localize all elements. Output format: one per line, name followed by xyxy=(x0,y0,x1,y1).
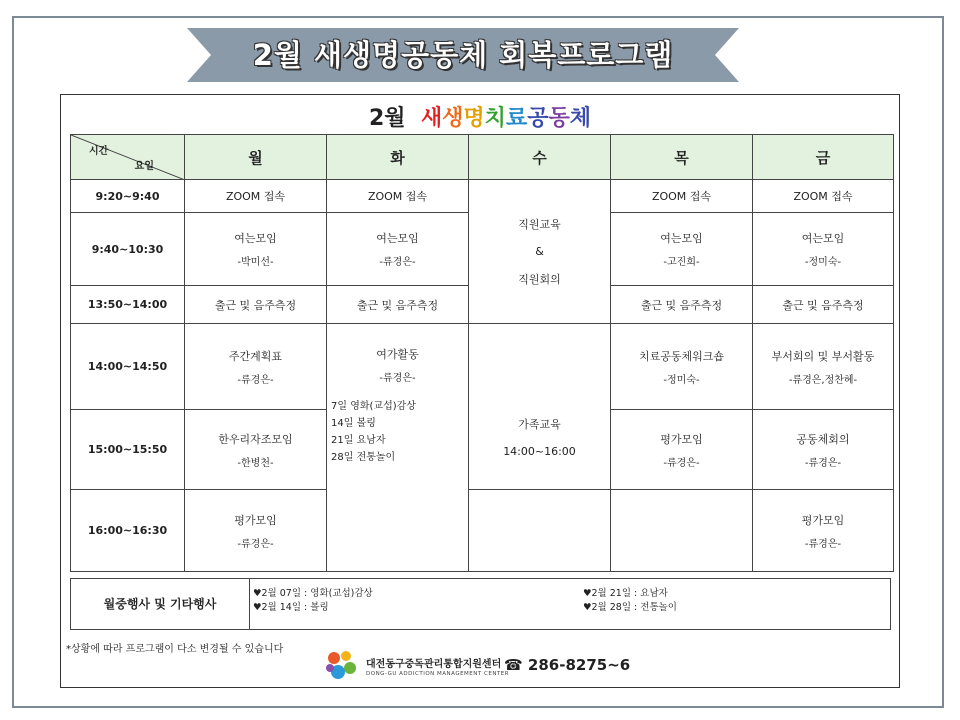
title-char: 료 xyxy=(505,106,528,131)
schedule-cell xyxy=(753,324,894,410)
activity: 여는모임 xyxy=(376,232,419,245)
corner-time-label: 시간 xyxy=(89,146,109,157)
schedule-cell-wed-am xyxy=(469,180,611,324)
person: -류경은- xyxy=(663,457,700,469)
day-header-fri: 금 xyxy=(753,135,894,180)
title-char: 공 xyxy=(527,106,549,131)
person: -류경은- xyxy=(379,373,416,384)
title-char: 체 xyxy=(569,106,591,131)
time-cell: 14:00~14:50 xyxy=(71,324,185,410)
event-item: ♥2월 07일 : 영화(교섭)감상 xyxy=(253,588,373,599)
day-header-tue: 화 xyxy=(327,135,469,180)
cell-line: 직원회의 xyxy=(518,273,561,286)
events-label: 월중행사 및 기타행사 xyxy=(71,579,250,629)
title-month: 2월 xyxy=(368,106,406,131)
schedule-cell xyxy=(611,324,753,410)
person: -류경은- xyxy=(804,538,842,550)
schedule-cell: ZOOM 접속 xyxy=(185,180,327,213)
title-banner xyxy=(187,28,739,82)
person: -류경은- xyxy=(237,374,274,386)
schedule-cell: ZOOM 접속 xyxy=(327,180,469,213)
activity: 평가모임 xyxy=(801,513,845,527)
person: -류경은,정찬혜- xyxy=(788,374,858,386)
day-header-wed: 수 xyxy=(469,135,611,180)
person: -류경은- xyxy=(379,257,416,268)
schedule-cell xyxy=(611,213,753,286)
event-item: ♥2월 28일 : 전통놀이 xyxy=(583,602,677,613)
schedule-cell-wed-pm xyxy=(469,324,611,490)
center-logo-icon xyxy=(322,648,360,684)
activity: 공동체회의 xyxy=(796,432,850,446)
person: -박미선- xyxy=(237,257,274,268)
phone-number: ☎ 286-8275~6 xyxy=(504,656,631,674)
activity: 평가모임 xyxy=(660,432,703,446)
activity: 주간계획표 xyxy=(228,349,283,363)
activity: 여는모임 xyxy=(660,232,703,245)
person: -정미숙- xyxy=(804,257,842,268)
person: -정미숙- xyxy=(663,374,700,386)
schedule-cell xyxy=(753,410,894,490)
person: -고진희- xyxy=(663,257,700,268)
schedule-cell-empty xyxy=(611,490,753,572)
schedule-cell xyxy=(611,410,753,490)
schedule-cell xyxy=(185,490,327,572)
activity: 여는모임 xyxy=(234,232,277,245)
activity: 여는모임 xyxy=(801,232,845,245)
cell-line: 직원교육 xyxy=(518,218,561,231)
cell-line: & xyxy=(535,245,544,258)
event-item: ♥2월 21일 : 요남자 xyxy=(583,588,668,599)
title-char: 치 xyxy=(484,106,506,131)
leisure-list xyxy=(327,398,468,466)
schedule-cell: 출근 및 음주측정 xyxy=(185,286,327,324)
schedule-cell: ZOOM 접속 xyxy=(611,180,753,213)
list-item: 28일 전통놀이 xyxy=(331,452,396,463)
activity: 치료공동체워크숍 xyxy=(638,349,724,363)
organization-name-en: DONG-GU ADDICTION MANAGEMENT CENTER xyxy=(366,671,510,677)
list-item: 21일 요남자 xyxy=(331,435,386,446)
person: -류경은- xyxy=(237,538,274,550)
activity: 가족교육 xyxy=(518,417,561,431)
schedule-cell xyxy=(327,213,469,286)
activity: 한우리자조모임 xyxy=(218,432,293,446)
schedule-cell: ZOOM 접속 xyxy=(753,180,894,213)
monthly-events-box xyxy=(70,578,891,630)
schedule-cell xyxy=(753,213,894,286)
schedule-cell-tue-pm xyxy=(327,324,469,572)
change-notice: *상황에 따라 프로그램이 다소 변경될 수 있습니다 xyxy=(66,644,284,655)
time-cell: 15:00~15:50 xyxy=(71,410,185,490)
person: -한병천- xyxy=(237,457,274,469)
organization-name: 대전동구중독관리통합지원센터 xyxy=(366,659,502,670)
time-cell: 13:50~14:00 xyxy=(71,286,185,324)
schedule-cell: 출근 및 음주측정 xyxy=(327,286,469,324)
activity: 평가모임 xyxy=(234,513,277,527)
schedule-cell: 출근 및 음주측정 xyxy=(611,286,753,324)
day-header-thu: 목 xyxy=(611,135,753,180)
banner-title: 2월 새생명공동체 회복프로그램 xyxy=(252,38,674,72)
person: -류경은- xyxy=(804,457,842,469)
title-char: 생 xyxy=(442,106,464,131)
table-corner xyxy=(71,135,185,180)
schedule-cell xyxy=(185,324,327,410)
document-title xyxy=(61,101,899,132)
schedule-cell-empty xyxy=(469,490,611,572)
time-cell: 9:40~10:30 xyxy=(71,213,185,286)
time-cell: 16:00~16:30 xyxy=(71,490,185,572)
schedule-cell: 출근 및 음주측정 xyxy=(753,286,894,324)
title-char: 새 xyxy=(420,106,443,131)
day-header-mon: 월 xyxy=(185,135,327,180)
schedule-cell xyxy=(753,490,894,572)
event-item: ♥2월 14일 : 볼링 xyxy=(253,602,329,613)
schedule-cell xyxy=(185,410,327,490)
activity-time: 14:00~16:00 xyxy=(503,444,576,458)
activity: 부서회의 및 부서활동 xyxy=(771,349,875,363)
title-char: 동 xyxy=(548,106,570,131)
list-item: 7일 영화(교섭)감상 xyxy=(331,401,416,412)
corner-day-label: 요일 xyxy=(134,161,154,172)
title-char: 명 xyxy=(463,106,485,131)
time-cell: 9:20~9:40 xyxy=(71,180,185,213)
activity: 여가활동 xyxy=(376,348,419,361)
list-item: 14일 볼링 xyxy=(331,418,376,429)
schedule-table xyxy=(70,134,894,572)
schedule-cell xyxy=(185,213,327,286)
